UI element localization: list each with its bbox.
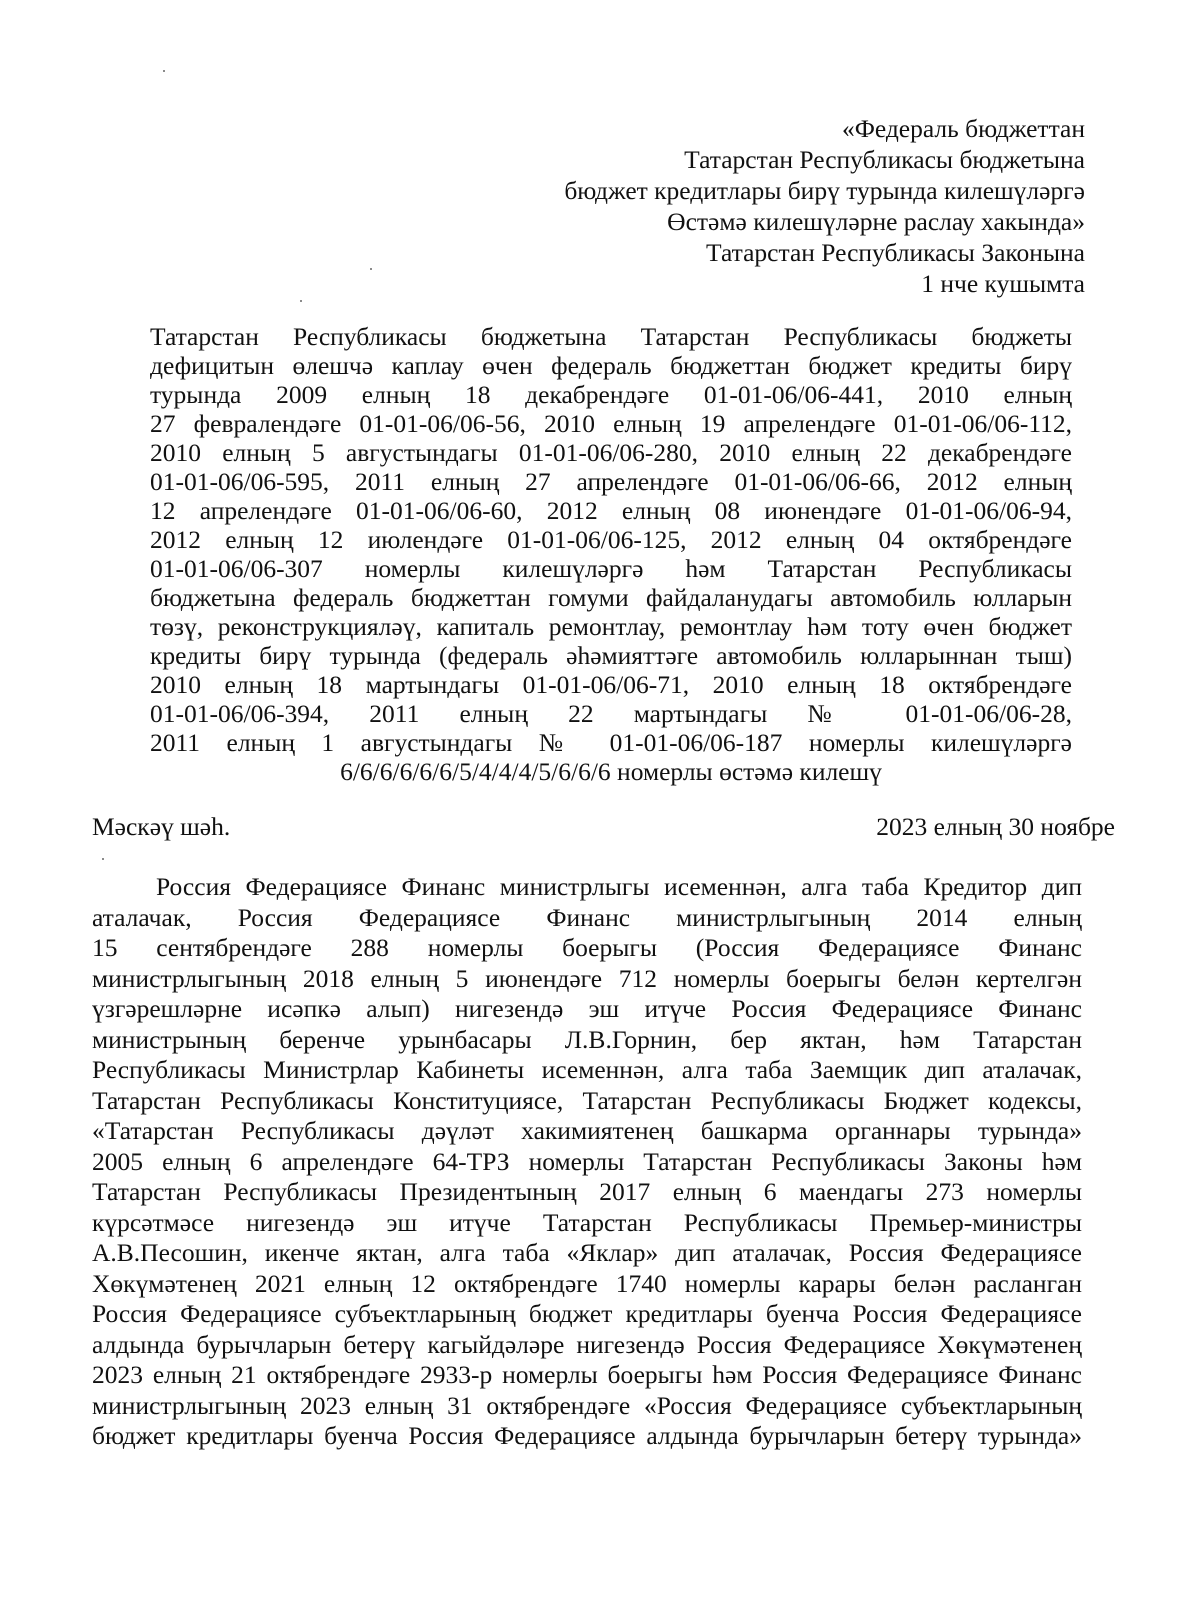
signing-place: Мәскәү шәһ.: [92, 812, 231, 841]
title-line: турында 2009 елның 18 декабрендәге 01-01-06/06-441, 2010 елның: [150, 380, 1072, 409]
title-line: 01-01-06/06-307 номерлы килешүләргә һәм Татарстан Республикасы: [150, 554, 1072, 583]
body-line: Россия Федерациясе Финанс министрлыгы исеменнән, алга таба Кредитор дип: [156, 872, 1082, 901]
title-line: 2010 елның 5 августындагы 01-01-06/06-280, 2010 елның 22 декабрендәге: [150, 438, 1072, 467]
body-line: министрлыгының 2018 елның 5 июнендәге 712 номерлы боерыгы белән кертелгән: [92, 963, 1082, 993]
body-line: Татарстан Республикасы Конституциясе, Татарстан Республикасы Бюджет кодексы,: [92, 1085, 1082, 1115]
scan-speck: [300, 300, 302, 302]
title-line: дефицитын өлешчә каплау өчен федераль бюджеттан бюджет кредиты бирү: [150, 351, 1072, 380]
scan-speck: [102, 858, 104, 860]
body-line: Татарстан Республикасы Президентының 2017 елның 6 маендагы 273 номерлы: [92, 1177, 1082, 1206]
appendix-line: Өстәмә килешүләрне раслау хакында»: [667, 207, 1085, 236]
title-line: 01-01-06/06-394, 2011 елның 22 мартындагы № 01-01-06/06-28,: [150, 699, 1072, 728]
appendix-header: [564, 113, 1085, 299]
body-line: А.В.Песошин, икенче яктан, алга таба «Яклар» дип аталачак, Россия Федерациясе: [92, 1238, 1082, 1267]
body-line: Россия Федерациясе субъектларының бюджет кредитлары буенча Россия Федерациясе: [92, 1299, 1082, 1328]
title-line: 12 апрелендәге 01-01-06/06-60, 2012 елның 08 июнендәге 01-01-06/06-94,: [150, 496, 1072, 525]
title-line: 01-01-06/06-595, 2011 елның 27 апрелендәге 01-01-06/06-66, 2012 елның: [150, 467, 1072, 496]
signing-date: 2023 елның 30 ноябре: [876, 812, 1115, 841]
body-line: министрлыгының 2023 елның 31 октябрендәге «Россия Федерациясе субъектларының: [92, 1390, 1082, 1420]
body-line: «Татарстан Республикасы дәүләт хакимиятенең башкарма органнары турында»: [92, 1116, 1082, 1145]
title-line: 2011 елның 1 августындагы № 01-01-06/06-187 номерлы килешүләргә: [150, 728, 1072, 757]
appendix-line: Татарстан Республикасы бюджетына: [684, 145, 1085, 174]
title-line: төзү, реконструкцияләү, капиталь ремонтлау, ремонтлау һәм тоту өчен бюджет: [150, 612, 1072, 641]
body-line: күрсәтмәсе нигезендә эш итүче Татарстан Республикасы Премьер-министры: [92, 1207, 1082, 1237]
body-line: 15 сентябрендәге 288 номерлы боерыгы (Россия Федерациясе Финанс: [92, 933, 1082, 962]
title-line: кредиты бирү турында (федераль әһәмияттәге автомобиль юлларыннан тыш): [150, 641, 1072, 670]
scan-speck: [163, 70, 165, 72]
body-line: Хөкүмәтенең 2021 елның 12 октябрендәге 1740 номерлы карары белән расланган: [92, 1268, 1082, 1298]
scan-speck: [370, 268, 372, 270]
title-line: бюджетына федераль бюджеттан гомуми файдаланудагы автомобиль юлларын: [150, 583, 1072, 612]
title-line: 2012 елның 12 июлендәге 01-01-06/06-125, 2012 елның 04 октябрендәге: [150, 525, 1072, 554]
body-line: 2023 елның 21 октябрендәге 2933-р номерлы боерыгы һәм Россия Федерациясе Финанс: [92, 1360, 1082, 1389]
title-line: 2010 елның 18 мартындагы 01-01-06/06-71, 2010 елның 18 октябрендәге: [150, 670, 1072, 699]
title-line: 6/6/6/6/6/6/5/4/4/4/5/6/6/6 номерлы өстәмә килешү: [340, 757, 882, 786]
appendix-line: Татарстан Республикасы Законына: [706, 238, 1085, 267]
appendix-line: бюджет кредитлары бирү турында килешүләргә: [564, 176, 1085, 205]
body-line: үзгәрешләрне исәпкә алып) нигезендә эш итүче Россия Федерациясе Финанс: [92, 994, 1082, 1023]
appendix-line: 1 нче кушымта: [921, 269, 1085, 298]
body-paragraph: [92, 872, 1082, 1452]
appendix-line: «Федераль бюджеттан: [841, 114, 1085, 143]
title-line: 27 февралендәге 01-01-06/06-56, 2010 елның 19 апрелендәге 01-01-06/06-112,: [150, 409, 1072, 438]
document-title: [150, 322, 1072, 786]
body-line: бюджет кредитлары буенча Россия Федерациясе алдында бурычларын бетерү турында»: [92, 1421, 1082, 1450]
body-line: министрының беренче урынбасары Л.В.Горнин, бер яктан, һәм Татарстан: [92, 1024, 1082, 1054]
body-line: Республикасы Министрлар Кабинеты исеменнән, алга таба Заемщик дип аталачак,: [92, 1055, 1082, 1084]
body-line: алдында бурычларын бетерү кагыйдәләре нигезендә Россия Федерациясе Хөкүмәтенең: [92, 1329, 1082, 1359]
title-line: Татарстан Республикасы бюджетына Татарстан Республикасы бюджеты: [150, 322, 1072, 351]
body-line: аталачак, Россия Федерациясе Финанс министрлыгының 2014 елның: [92, 902, 1082, 932]
body-line: 2005 елның 6 апрелендәге 64-ТРЗ номерлы Татарстан Республикасы Законы һәм: [92, 1146, 1082, 1176]
